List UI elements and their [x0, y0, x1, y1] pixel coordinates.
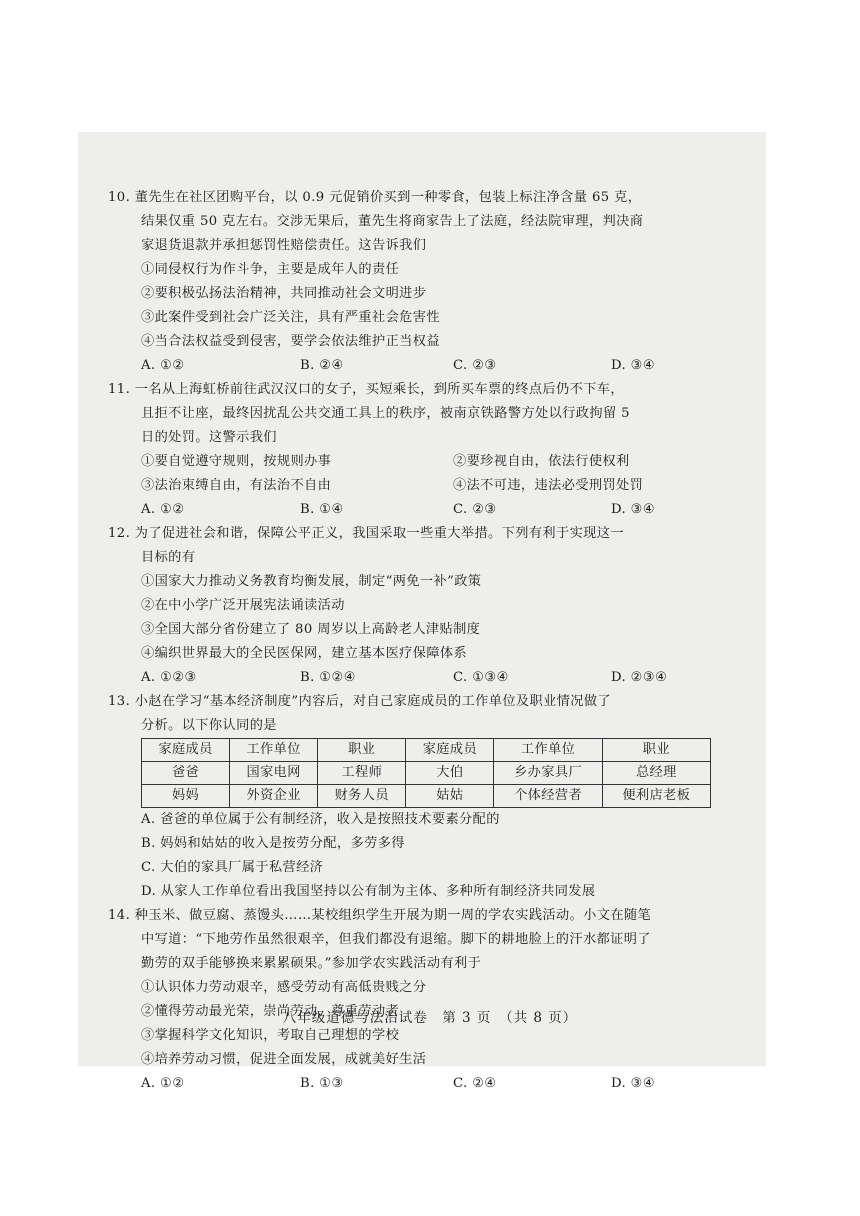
option-d: D. ③④	[611, 1076, 656, 1091]
question-stem-line: 分析。以下你认同的是	[141, 718, 277, 733]
option-b: B. 妈妈和姑姑的收入是按劳分配，多劳多得	[141, 836, 405, 851]
exam-content	[108, 186, 716, 1096]
option-b: B. ①④	[300, 502, 344, 517]
answer-options	[108, 666, 716, 690]
question-stem-line: 董先生在社区团购平台，以 0.9 元促销价买到一种零食，包装上标注净含量 65 克，	[134, 190, 642, 205]
question-number: 14.	[108, 908, 131, 923]
option-c: C. ②④	[453, 1076, 497, 1091]
statement-item: ②要珍视自由，依法行使权利	[453, 454, 630, 469]
question-stem-line: 中写道：“下地劳作虽然很艰辛，但我们都没有退缩。脚下的耕地脸上的汗水都证明了	[141, 932, 651, 947]
option-c: C. ①③④	[453, 670, 509, 685]
table-row	[142, 762, 711, 785]
option-b: B. ①②④	[300, 670, 356, 685]
question-stem-line: 家退货退款并承担惩罚性赔偿责任。这告诉我们	[141, 238, 427, 253]
statement-item: ③全国大部分省份建立了 80 周岁以上高龄老人津贴制度	[141, 622, 481, 637]
question-stem-line: 为了促进社会和谐，保障公平正义，我国采取一些重大举措。下列有利于实现这一	[134, 526, 624, 541]
question-stem-line: 种玉米、做豆腐、蒸馒头……某校组织学生开展为期一周的学农实践活动。小文在随笔	[134, 908, 652, 923]
option-d: D. ③④	[611, 502, 656, 517]
statement-item: ①同侵权行为作斗争，主要是成年人的责任	[141, 262, 400, 277]
table-cell: 爸爸	[142, 762, 230, 785]
option-c: C. 大伯的家具厂属于私营经济	[141, 860, 324, 875]
question-stem-line: 目标的有	[141, 550, 196, 565]
option-d: D. ②③④	[611, 670, 668, 685]
table-header-row	[142, 739, 711, 762]
table-cell: 工程师	[318, 762, 406, 785]
statement-item: ④当合法权益受到侵害，要学会依法维护正当权益	[141, 334, 440, 349]
question-number: 11.	[108, 382, 131, 397]
question-14	[108, 904, 716, 1096]
statement-item: ①国家大力推动义务教育均衡发展，制定“两免一补”政策	[141, 574, 482, 589]
table-cell: 姑姑	[406, 785, 494, 808]
question-10	[108, 186, 716, 378]
statement-item: ②要积极弘扬法治精神，共同推动社会文明进步	[141, 286, 427, 301]
option-a: A. 爸爸的单位属于公有制经济，收入是按照技术要素分配的	[141, 812, 500, 827]
table-cell: 便利店老板	[602, 785, 710, 808]
question-12	[108, 522, 716, 690]
table-header-cell: 家庭成员	[142, 739, 230, 762]
table-header-cell: 职业	[318, 739, 406, 762]
option-a: A. ①②	[141, 502, 185, 517]
statement-item: ②懂得劳动最光荣，崇尚劳动，尊重劳动者	[141, 1004, 400, 1019]
question-number: 13.	[108, 694, 131, 709]
table-header-cell: 工作单位	[230, 739, 318, 762]
table-cell: 财务人员	[318, 785, 406, 808]
answer-options	[108, 498, 716, 522]
question-stem-line: 小赵在学习“基本经济制度”内容后，对自己家庭成员的工作单位及职业情况做了	[134, 694, 612, 709]
page-footer: 八年级道德与法治试卷 第 3 页 （共 8 页）	[282, 1010, 578, 1026]
statement-item: ④法不可违，违法必受刑罚处罚	[453, 478, 644, 493]
table-row	[142, 785, 711, 808]
table-cell: 国家电网	[230, 762, 318, 785]
answer-options	[108, 354, 716, 378]
statement-item: ①认识体力劳动艰辛，感受劳动有高低贵贱之分	[141, 980, 427, 995]
option-c: C. ②③	[453, 502, 497, 517]
question-number: 10.	[108, 190, 131, 205]
question-11	[108, 378, 716, 522]
answer-options	[108, 1072, 716, 1096]
question-stem-line: 勤劳的双手能够换来累累硕果。”参加学农实践活动有利于	[141, 956, 482, 971]
option-c: C. ②③	[453, 358, 497, 373]
table-cell: 外资企业	[230, 785, 318, 808]
option-b: B. ②④	[300, 358, 344, 373]
statement-item: ③此案件受到社会广泛关注，具有严重社会危害性	[141, 310, 440, 325]
option-a: A. ①②	[141, 1076, 185, 1091]
table-cell: 个体经营者	[494, 785, 602, 808]
question-stem-line: 一名从上海虹桥前往武汉汉口的女子，买短乘长，到所买车票的终点后仍不下车，	[134, 382, 624, 397]
statement-item: ③掌握科学文化知识，考取自己理想的学校	[141, 1028, 400, 1043]
statement-item: ④培养劳动习惯，促进全面发展，成就美好生活	[141, 1052, 427, 1067]
family-job-table	[141, 738, 711, 808]
question-number: 12.	[108, 526, 131, 541]
question-stem-line: 结果仅重 50 克左右。交涉无果后，董先生将商家告上了法庭，经法院审理，判决商	[141, 214, 644, 229]
option-d: D. ③④	[611, 358, 656, 373]
option-b: B. ①③	[300, 1076, 344, 1091]
table-cell: 乡办家具厂	[494, 762, 602, 785]
table-header-cell: 职业	[602, 739, 710, 762]
statement-item: ②在中小学广泛开展宪法诵读活动	[141, 598, 345, 613]
statement-item: ③法治束缚自由，有法治不自由	[141, 478, 332, 493]
table-cell: 大伯	[406, 762, 494, 785]
option-a: A. ①②	[141, 358, 185, 373]
statement-item: ①要自觉遵守规则，按规则办事	[141, 454, 332, 469]
option-d: D. 从家人工作单位看出我国坚持以公有制为主体、多种所有制经济共同发展	[141, 884, 596, 899]
question-13	[108, 690, 716, 904]
option-a: A. ①②③	[141, 670, 197, 685]
statement-item: ④编织世界最大的全民医保网，建立基本医疗保障体系	[141, 646, 468, 661]
table-header-cell: 家庭成员	[406, 739, 494, 762]
table-cell: 总经理	[602, 762, 710, 785]
table-cell: 妈妈	[142, 785, 230, 808]
question-stem-line: 且拒不让座，最终因扰乱公共交通工具上的秩序，被南京铁路警方处以行政拘留 5	[141, 406, 630, 421]
question-stem-line: 日的处罚。这警示我们	[141, 430, 277, 445]
table-header-cell: 工作单位	[494, 739, 602, 762]
